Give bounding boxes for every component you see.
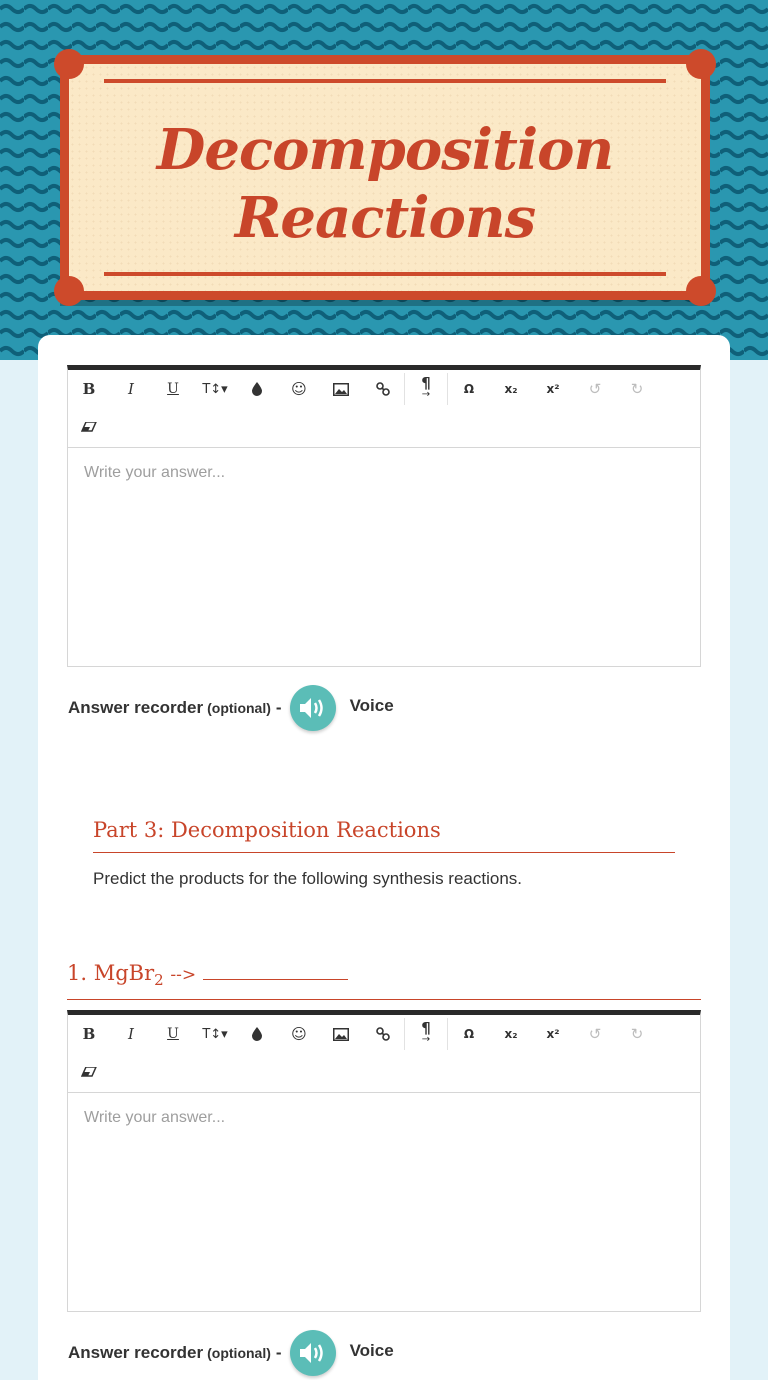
text-color-button[interactable] [236, 370, 278, 408]
answer-editor[interactable] [67, 1010, 701, 1312]
link-icon [376, 382, 390, 396]
paragraph-button[interactable]: ¶ → [421, 374, 431, 400]
undo-button[interactable]: ↺ [588, 380, 602, 398]
text-size-button[interactable]: T↕▾ [202, 1026, 228, 1042]
image-button[interactable] [320, 370, 362, 408]
bold-button[interactable]: B [82, 1025, 96, 1043]
voice-label: Voice [349, 696, 394, 715]
image-icon [333, 383, 349, 396]
superscript-button[interactable]: x² [546, 382, 560, 396]
link-icon [376, 1027, 390, 1041]
answer-editor[interactable] [67, 365, 701, 667]
answer-recorder: Answer recorder (optional) - Voice [68, 1330, 394, 1376]
image-button[interactable] [320, 1015, 362, 1053]
worksheet-body [38, 335, 730, 1380]
answer-textarea[interactable]: Write your answer... [84, 464, 226, 481]
section-description: Predict the products for the following synthesis reactions. [93, 869, 522, 888]
subscript-button[interactable]: x₂ [504, 1027, 518, 1041]
underline-button[interactable]: U [167, 1026, 179, 1042]
undo-button[interactable]: ↺ [588, 1025, 602, 1043]
image-icon [333, 1028, 349, 1041]
clear-format-button[interactable] [68, 1053, 110, 1091]
text-size-button[interactable]: T↕▾ [202, 381, 228, 397]
speaker-icon [298, 695, 328, 721]
title-card [60, 55, 710, 300]
answer-recorder: Answer recorder (optional) - Voice [68, 685, 394, 731]
editor-toolbar [68, 1015, 700, 1093]
eraser-icon [81, 422, 97, 432]
record-voice-button[interactable] [290, 685, 336, 731]
superscript-button[interactable]: x² [546, 1027, 560, 1041]
speaker-icon [298, 1340, 328, 1366]
special-chars-button[interactable]: Ω [463, 1027, 475, 1041]
droplet-icon [252, 382, 262, 396]
bold-button[interactable]: B [82, 380, 96, 398]
page-title: Decomposition Reactions [156, 117, 614, 251]
emoji-button[interactable]: ☺ [291, 1025, 307, 1043]
eraser-icon [81, 1067, 97, 1077]
answer-textarea[interactable]: Write your answer... [84, 1109, 226, 1126]
editor-toolbar [68, 370, 700, 448]
subscript-button[interactable]: x₂ [504, 382, 518, 396]
answer-blank [203, 960, 348, 980]
record-voice-button[interactable] [290, 1330, 336, 1376]
text-color-button[interactable] [236, 1015, 278, 1053]
emoji-button[interactable]: ☺ [291, 380, 307, 398]
italic-button[interactable]: I [128, 380, 134, 398]
question-heading: 1. MgBr$_2$ --> [67, 960, 701, 1000]
italic-button[interactable]: I [128, 1025, 134, 1043]
paragraph-button[interactable]: ¶ → [421, 1019, 431, 1045]
voice-label: Voice [349, 1341, 394, 1360]
special-chars-button[interactable]: Ω [463, 382, 475, 396]
underline-button[interactable]: U [167, 381, 179, 397]
droplet-icon [252, 1027, 262, 1041]
redo-button[interactable]: ↻ [630, 1025, 644, 1043]
section-heading: Part 3: Decomposition Reactions [93, 818, 675, 853]
redo-button[interactable]: ↻ [630, 380, 644, 398]
clear-format-button[interactable] [68, 408, 110, 446]
link-button[interactable] [362, 1015, 404, 1053]
link-button[interactable] [362, 370, 404, 408]
